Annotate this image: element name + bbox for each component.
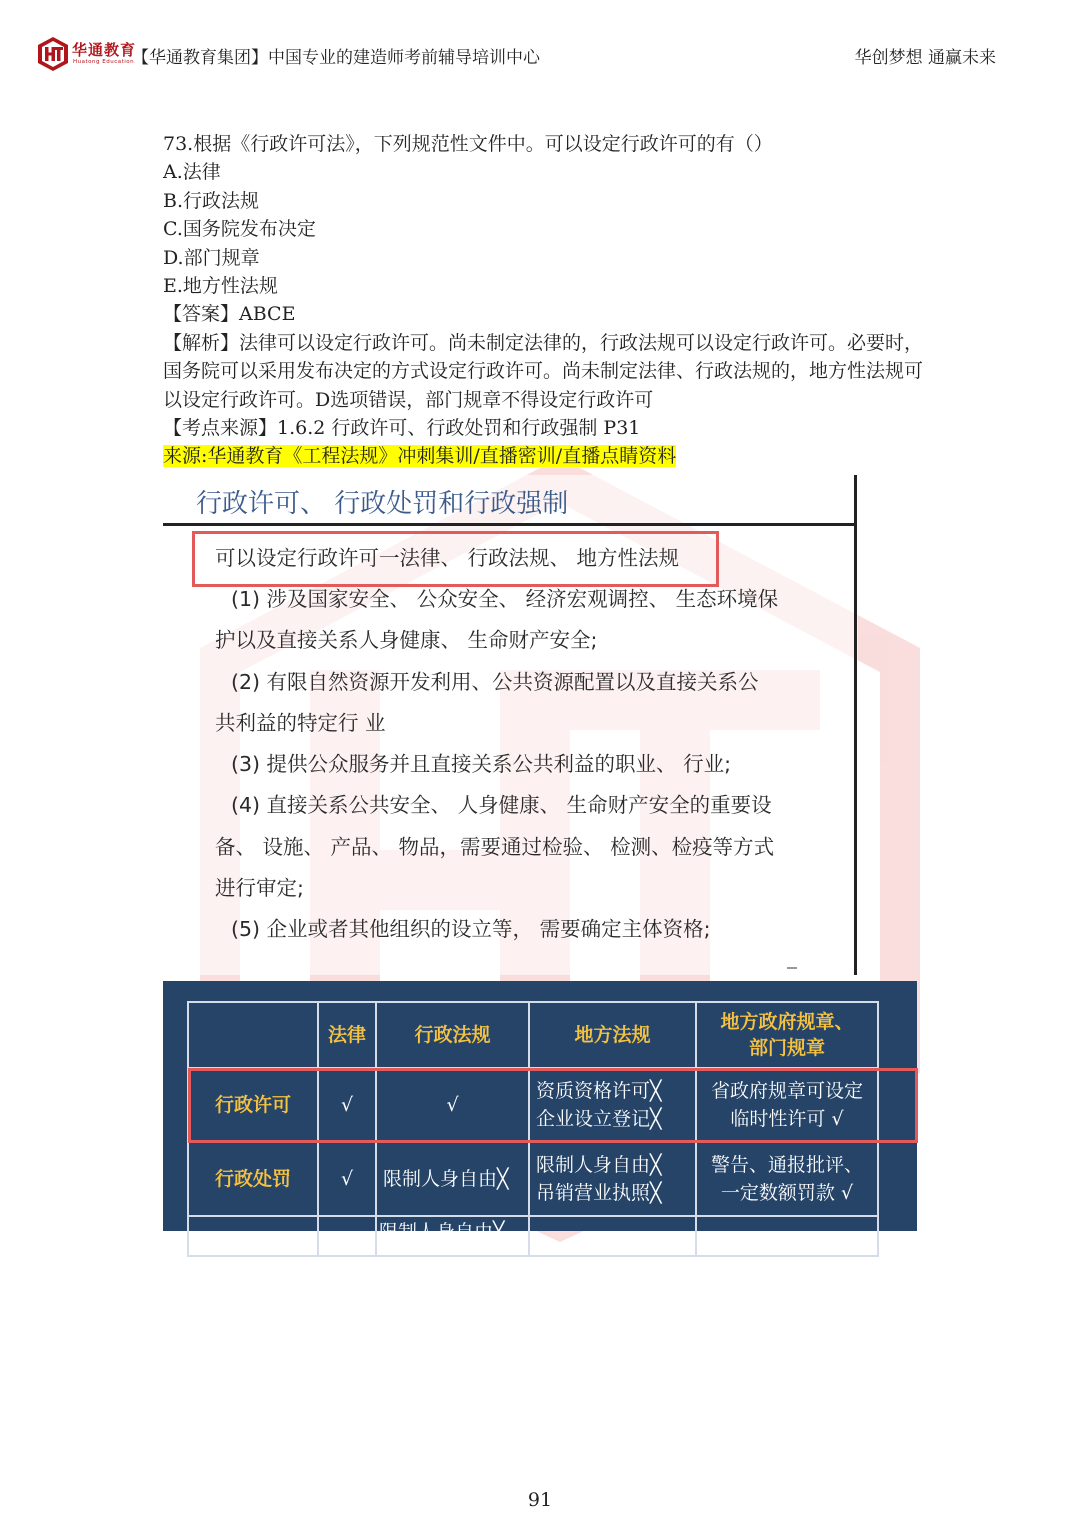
cell-gov-rule: 省政府规章可设定 临时性许可 √ — [696, 1068, 878, 1142]
logo-text: 华通教育 — [72, 41, 137, 59]
slide-line: (5) 企业或者其他组织的设立等， 需要确定主体资格; — [231, 917, 711, 941]
huatong-logo-icon — [36, 36, 70, 72]
cell-admin-reg: 限制人身自由╳ — [376, 1142, 529, 1216]
question-block — [163, 130, 923, 471]
table-image — [163, 981, 917, 1243]
option-c: C.国务院发布决定 — [163, 218, 316, 241]
slide-line: 护以及直接关系人身健康、 生命财产安全; — [215, 628, 598, 652]
slide-line: 进行审定; — [215, 876, 304, 900]
table-header-row — [188, 1002, 878, 1068]
page-number: 91 — [527, 1489, 553, 1511]
slide-line: (1) 涉及国家安全、 公众安全、 经济宏观调控、 生态环境保 — [231, 587, 779, 611]
header-slogan: 华创梦想 通赢未来 — [854, 48, 996, 68]
header-title: 【华通教育集团】中国专业的建造师考前辅导培训中心 — [132, 48, 540, 68]
cell-local-reg: 资质资格许可╳ 企业设立登记╳ — [529, 1068, 696, 1142]
slide-corner-mark — [787, 967, 797, 969]
slide-line: (4) 直接关系公共安全、 人身健康、 生命财产安全的重要设 — [231, 793, 772, 817]
source-highlight: 来源:华通教育《工程法规》冲刺集训/直播密训/直播点睛资料 — [163, 445, 677, 468]
slide-title: 行政许可、 行政处罚和行政强制 — [196, 489, 569, 519]
row-name: 行政处罚 — [188, 1142, 318, 1216]
slide-border — [854, 475, 857, 975]
highlight-box — [188, 1068, 918, 1143]
header-law: 法律 — [318, 1002, 376, 1068]
option-b: B.行政法规 — [163, 189, 260, 212]
slide-divider — [163, 523, 856, 526]
slide-line: (2) 有限自然资源开发利用、公共资源配置以及直接关系公 — [231, 670, 759, 694]
row-name: 行政许可 — [188, 1068, 318, 1142]
slide-line: (3) 提供公众服务并且直接关系公共利益的职业、 行业; — [231, 752, 731, 776]
option-e: E.地方性法规 — [163, 275, 278, 298]
header-local-reg: 地方法规 — [529, 1002, 696, 1068]
page-header — [36, 36, 996, 76]
slide-line: 可以设定行政许可一法律、 行政法规、 地方性法规 — [215, 546, 680, 570]
partial-row-text: 限制人身自由╳ — [379, 1221, 505, 1243]
table-row — [188, 1142, 878, 1216]
option-a: A.法律 — [163, 161, 221, 184]
cell-law: √ — [318, 1068, 376, 1142]
analysis: 【解析】法律可以设定行政许可。尚未制定法律的，行政法规可以设定行政许可。必要时，国务院可以采用发布决定的方式设定行政许可。尚未制定法律、行政法规的，地方性法规可以设定行政许可。D选项错误，部门规章不得设定行政许可 — [163, 331, 924, 411]
logo-subtext: Huatong Education — [73, 59, 135, 65]
question-stem: 73.根据《行政许可法》，下列规范性文件中。可以设定行政许可的有（） — [163, 133, 773, 155]
source-point: 【考点来源】1.6.2 行政许可、行政处罚和行政强制 P31 — [163, 417, 641, 440]
answer: 【答案】ABCE — [163, 303, 296, 326]
option-d: D.部门规章 — [163, 246, 260, 269]
header-admin-reg: 行政法规 — [376, 1002, 529, 1068]
table-corner-cell — [188, 1002, 318, 1068]
cell-law: √ — [318, 1142, 376, 1216]
table-row-partial — [188, 1216, 878, 1256]
slide-line: 共利益的特定行 业 — [215, 711, 386, 735]
header-gov-rule: 地方政府规章、 部门规章 — [696, 1002, 878, 1068]
slide-line: 备、 设施、 产品、 物品，需要通过检验、 检测、检疫等方式 — [215, 835, 775, 859]
slide-image — [163, 475, 858, 975]
cell-gov-rule: 警告、通报批评、 一定数额罚款 √ — [696, 1142, 878, 1216]
cell-local-reg: 限制人身自由╳ 吊销营业执照╳ — [529, 1142, 696, 1216]
cell-admin-reg: √ — [376, 1068, 529, 1142]
